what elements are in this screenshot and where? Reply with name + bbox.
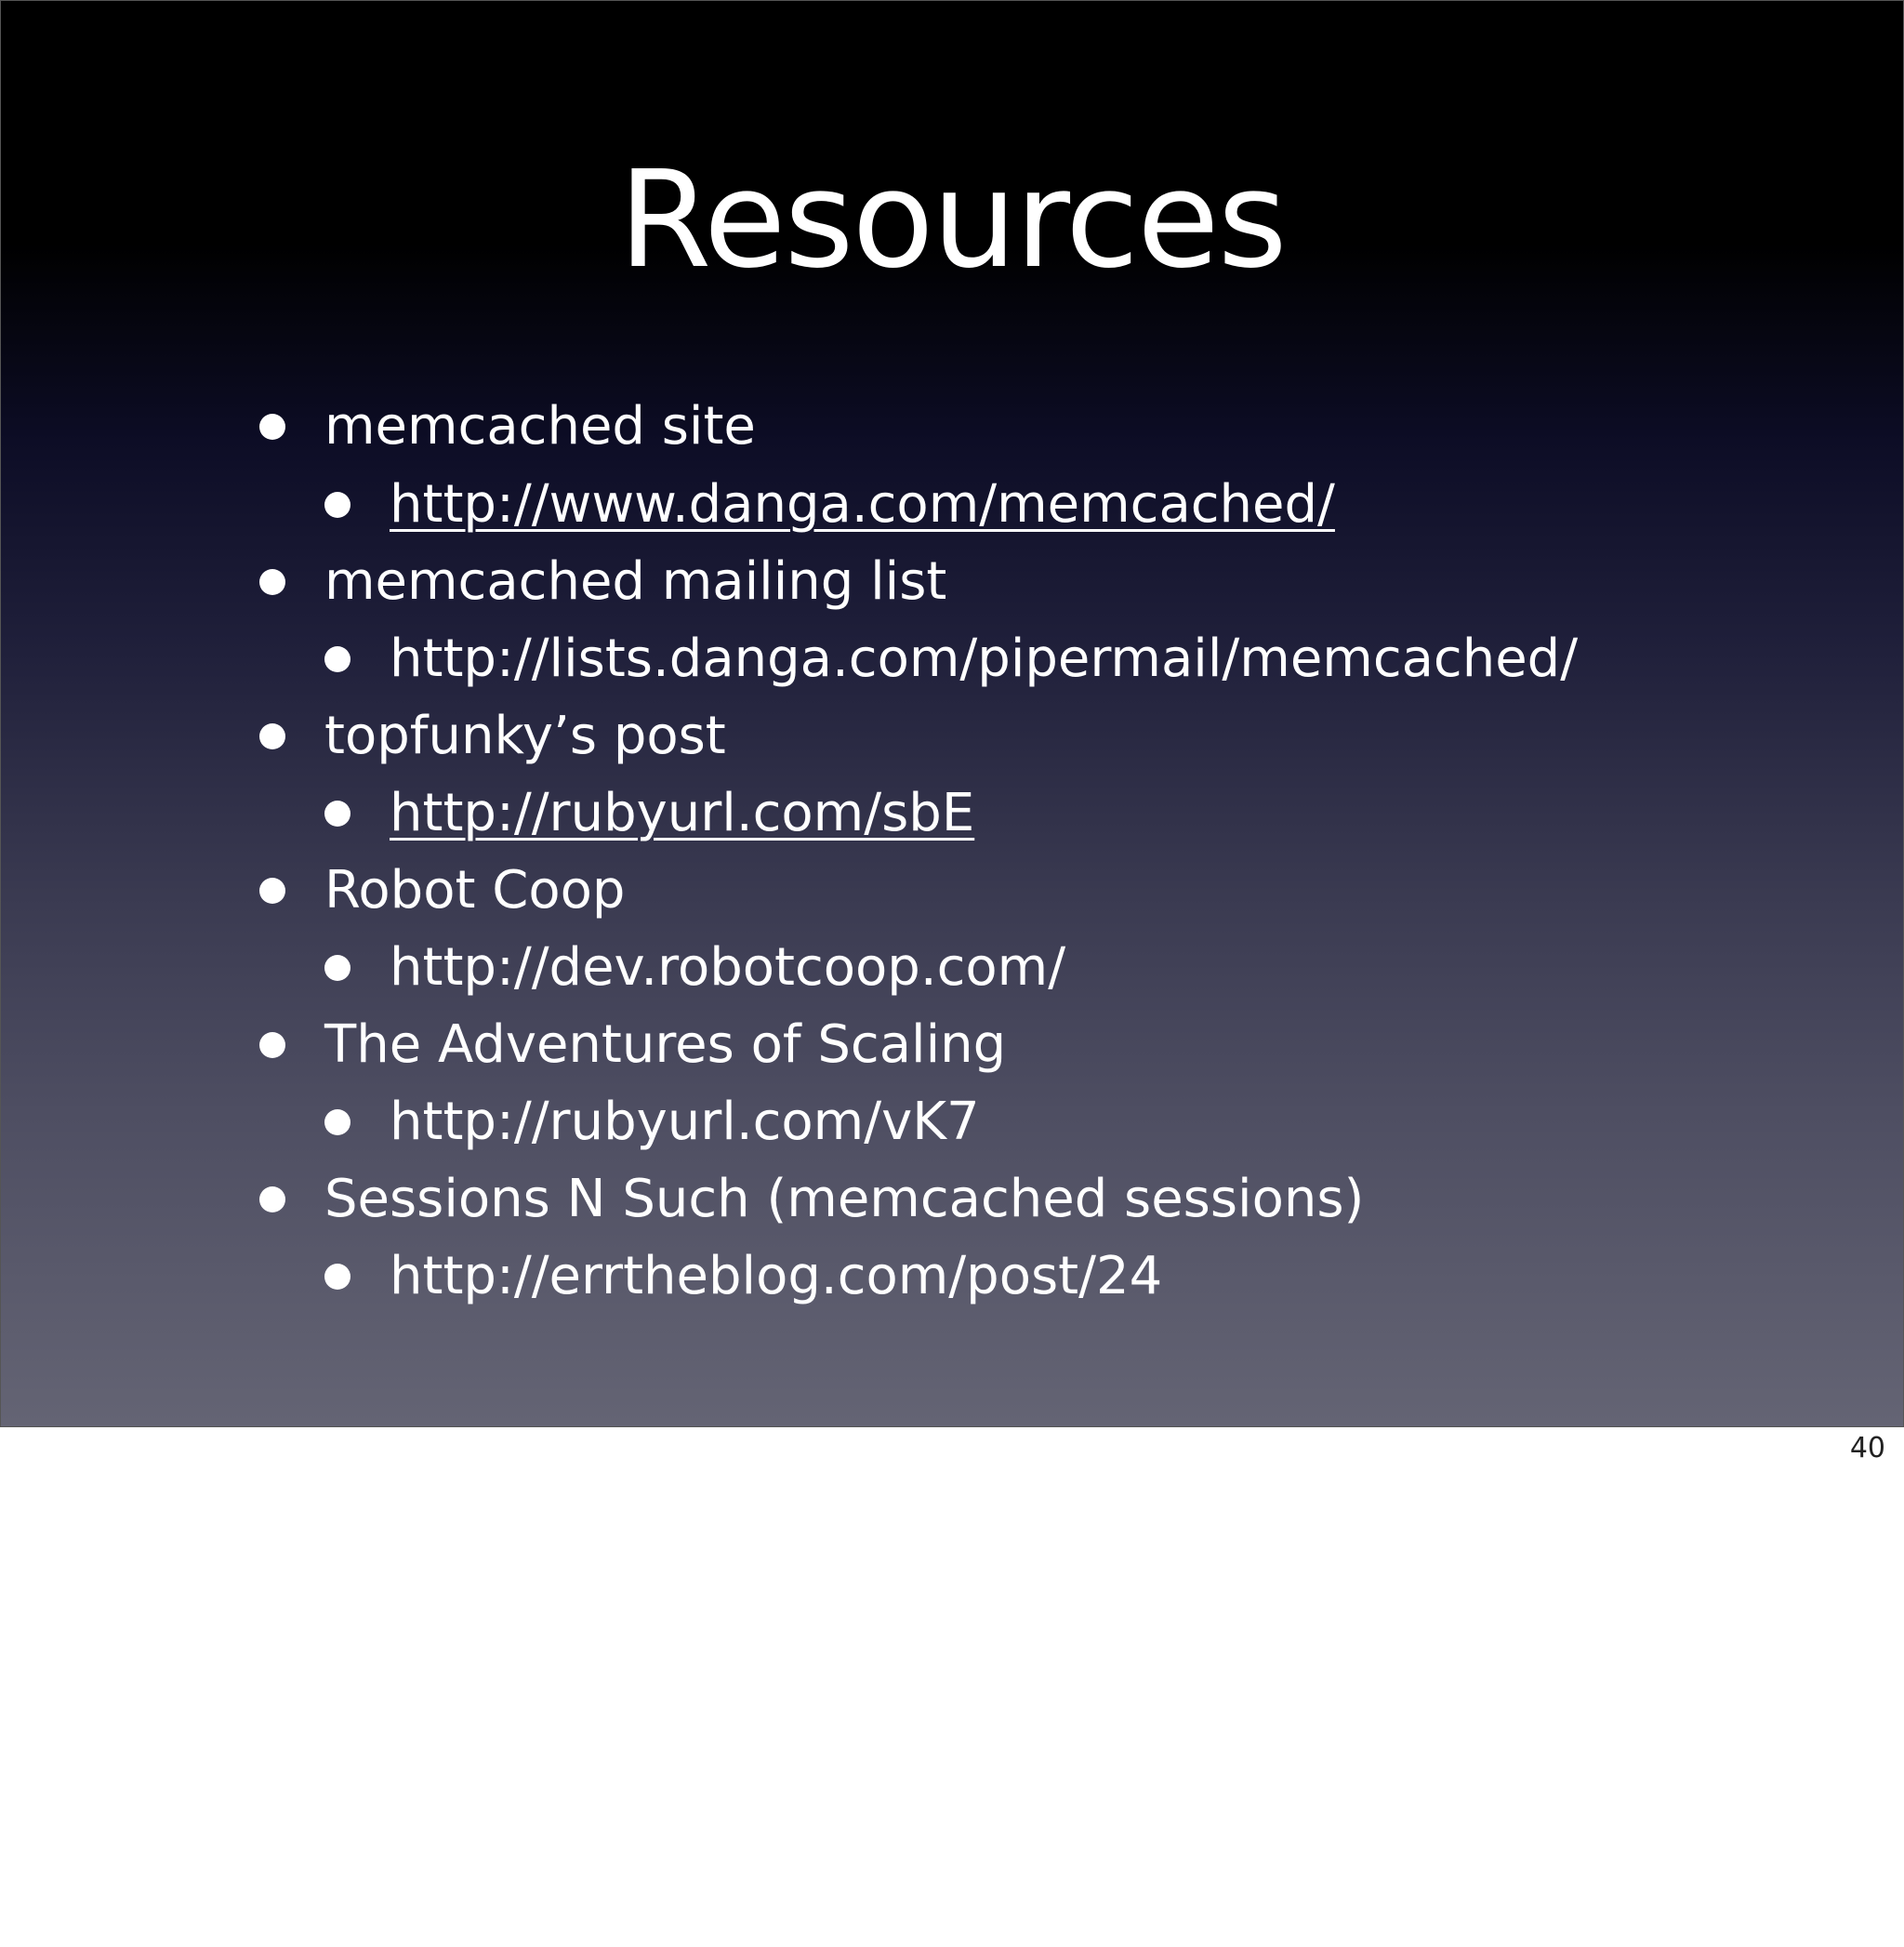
resource-list bbox=[1, 1, 1903, 1426]
bullet-item bbox=[324, 545, 946, 619]
bullet-text: The Adventures of Scaling bbox=[324, 1014, 1007, 1075]
bullet-icon bbox=[324, 1264, 350, 1290]
url-text: http://lists.danga.com/pipermail/memcached/ bbox=[390, 629, 1579, 689]
bullet-icon bbox=[259, 414, 285, 440]
bullet-icon bbox=[324, 646, 350, 672]
url-text: http://errtheblog.com/post/24 bbox=[390, 1246, 1163, 1306]
bullet-icon bbox=[259, 569, 285, 595]
sub-bullet-link[interactable] bbox=[390, 776, 974, 851]
link-text[interactable]: http://rubyurl.com/sbE bbox=[390, 783, 975, 843]
sub-bullet-item bbox=[390, 1085, 980, 1159]
sub-bullet-link[interactable] bbox=[390, 468, 1335, 542]
bullet-item bbox=[324, 854, 625, 928]
bullet-item bbox=[324, 390, 756, 464]
bullet-icon bbox=[259, 878, 285, 904]
link-text[interactable]: http://www.danga.com/memcached/ bbox=[390, 474, 1335, 535]
bullet-icon bbox=[324, 492, 350, 518]
sub-bullet-item bbox=[390, 931, 1065, 1005]
slide-title: Resources bbox=[618, 141, 1286, 298]
page-number: 40 bbox=[1849, 1432, 1885, 1464]
bullet-item bbox=[324, 1008, 1006, 1082]
bullet-icon bbox=[259, 723, 285, 749]
bullet-text: Sessions N Such (memcached sessions) bbox=[324, 1169, 1365, 1229]
url-text: http://rubyurl.com/vK7 bbox=[390, 1092, 980, 1152]
bullet-icon bbox=[324, 1109, 350, 1135]
bullet-icon bbox=[324, 955, 350, 981]
url-text: http://dev.robotcoop.com/ bbox=[390, 937, 1066, 998]
bullet-text: memcached mailing list bbox=[324, 551, 947, 612]
bullet-text: Robot Coop bbox=[324, 860, 626, 921]
bullet-text: memcached site bbox=[324, 396, 756, 457]
bullet-item bbox=[324, 1162, 1364, 1237]
sub-bullet-item bbox=[390, 1239, 1162, 1314]
bullet-icon bbox=[324, 801, 350, 827]
sub-bullet-item bbox=[390, 622, 1578, 696]
bullet-icon bbox=[259, 1032, 285, 1058]
bullet-icon bbox=[259, 1186, 285, 1212]
bullet-text: topfunky’s post bbox=[324, 706, 726, 766]
bullet-item bbox=[324, 699, 726, 774]
